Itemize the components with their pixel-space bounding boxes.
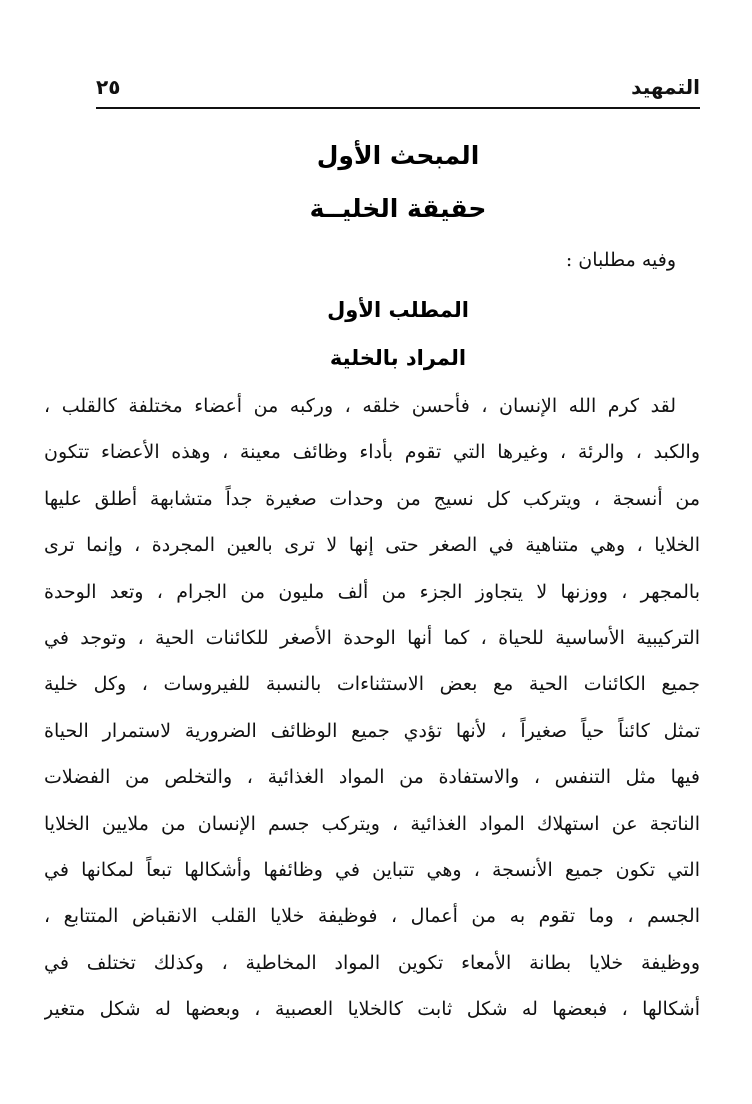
paragraph-line: الخلايا ، وهي متناهية في الصغر حتى إنها لا ترى بالعين المجردة ، وإنما ترى	[44, 534, 700, 557]
paragraph-line: من أنسجة ، ويتركب كل نسيج من وحدات صغيرة جداً متشابهة أطلق عليها	[44, 487, 700, 510]
page-number: ٢٥	[96, 75, 121, 99]
paragraph-line: بالمجهر ، ووزنها لا يتجاوز الجزء من ألف مليون من الجرام ، وتعد الوحدة	[44, 580, 700, 603]
header-rule	[96, 107, 700, 109]
paragraph-line: والكبد ، والرئة ، وغيرها التي تقوم بأداء وظائف معينة ، وهذه الأعضاء تتكون	[44, 441, 700, 464]
subsection-heading: المطلب الأول	[327, 298, 469, 322]
subsection-title: المراد بالخلية	[329, 346, 467, 370]
page-header	[96, 70, 700, 106]
section-heading: المبحث الأول	[316, 141, 480, 170]
paragraph-line: أشكالها ، فبعضها له شكل ثابت كالخلايا العصبية ، وبعضها له شكل متغير	[44, 998, 700, 1021]
paragraph-line: فيها مثل التنفس ، والاستفادة من المواد الغذائية ، والتخلص من الفضلات	[44, 766, 700, 789]
body-paragraph	[44, 383, 700, 1032]
paragraph-line: لقد كرم الله الإنسان ، فأحسن خلقه ، وركبه من أعضاء مختلفة كالقلب ،	[44, 395, 676, 417]
intro-line: وفيه مطلبان :	[565, 249, 676, 271]
paragraph-line: ووظيفة خلايا بطانة الأمعاء تكوين المواد المخاطية ، وكذلك تختلف في	[44, 951, 700, 974]
running-head: التمهيد	[631, 75, 700, 99]
paragraph-line: الجسم ، وما تقوم به من أعمال ، فوظيفة خلايا القلب الانقباض المتتابع ،	[44, 905, 700, 928]
paragraph-line: التركيبية الأساسية للحياة ، كما أنها الوحدة الأصغر للكائنات الحية ، وتوجد في	[44, 626, 700, 649]
section-title: حقيقة الخليــة	[309, 194, 487, 223]
paragraph-line: جميع الكائنات الحية مع بعض الاستثناءات بالنسبة للفيروسات ، وكل خلية	[44, 673, 700, 696]
paragraph-line: التي تكون جميع الأنسجة ، وهي تتباين في وظائفها وأشكالها تبعاً لمكانها في	[44, 858, 700, 881]
paragraph-line: تمثل كائناً حياً صغيراً ، لأنها تؤدي جميع الوظائف الضرورية لاستمرار الحياة	[44, 719, 700, 742]
paragraph-line: الناتجة عن استهلاك المواد الغذائية ، ويتركب جسم الإنسان من ملايين الخلايا	[44, 812, 700, 835]
